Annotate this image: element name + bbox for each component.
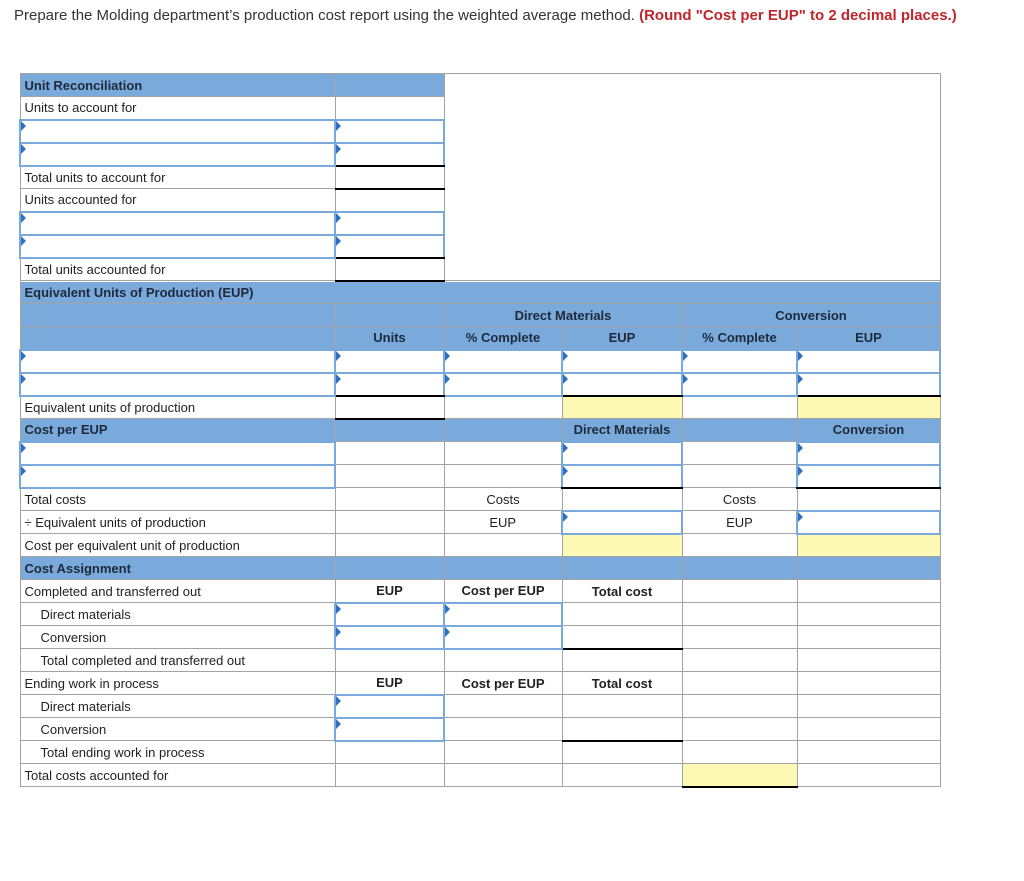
ending-cost-per-eup-col-label: Cost per EUP: [444, 672, 562, 695]
blank-cell: [797, 649, 940, 672]
dm-pct-complete-header: % Complete: [444, 327, 562, 350]
header-cell: [335, 304, 444, 327]
dm-cost-per-eup[interactable]: [562, 534, 682, 557]
eup-dm-pct-input-2[interactable]: [444, 373, 562, 396]
blank-cell: [335, 534, 444, 557]
ending-conv-label: Conversion: [20, 718, 335, 741]
dm-cost-input-1[interactable]: [562, 442, 682, 465]
conv-eup-header: EUP: [797, 327, 940, 350]
eup-conv-eup-input-1[interactable]: [797, 350, 940, 373]
eup-units-input-2[interactable]: [335, 373, 444, 396]
header-cell: [444, 419, 562, 442]
completed-dm-eup-input[interactable]: [335, 603, 444, 626]
blank-cell: [797, 695, 940, 718]
ending-total-cost-col-label: Total cost: [562, 672, 682, 695]
blank-cell: [797, 580, 940, 603]
conv-pct-complete-header: % Complete: [682, 327, 797, 350]
blank-cell: [682, 626, 797, 649]
units-to-account-label-input-1[interactable]: [20, 120, 335, 143]
units-accounted-for-label: Units accounted for: [20, 189, 335, 212]
conv-eup-divisor-input[interactable]: [797, 511, 940, 534]
eup-units-input-1[interactable]: [335, 350, 444, 373]
ending-conv-cost-per-eup[interactable]: [444, 718, 562, 741]
total-costs-accounted-label: Total costs accounted for: [20, 764, 335, 787]
header-cell: [20, 327, 335, 350]
blank-cell: [682, 465, 797, 488]
ending-conv-eup-input[interactable]: [335, 718, 444, 741]
eup-units-total[interactable]: [335, 396, 444, 419]
blank-cell: [335, 442, 444, 465]
total-costs-label: Total costs: [20, 488, 335, 511]
production-cost-report: [19, 73, 941, 788]
total-units-accounted-value[interactable]: [335, 258, 444, 281]
conv-total-costs[interactable]: [797, 488, 940, 511]
ending-eup-col-label: EUP: [335, 672, 444, 695]
blank-cell: [444, 442, 562, 465]
blank-cell: [682, 396, 797, 419]
header-cell: [20, 304, 335, 327]
blank-cell: [682, 741, 797, 764]
cost-per-eup-header: Cost per EUP: [20, 419, 335, 442]
eup-conv-pct-input-1[interactable]: [682, 350, 797, 373]
conv-cost-input-2[interactable]: [797, 465, 940, 488]
eup-dm-eup-input-2[interactable]: [562, 373, 682, 396]
completed-conv-cost-per-eup-input[interactable]: [444, 626, 562, 649]
conv-eup-total[interactable]: [797, 396, 940, 419]
units-accounted-label-input-1[interactable]: [20, 212, 335, 235]
units-accounted-label-input-2[interactable]: [20, 235, 335, 258]
unit-reconciliation-header: Unit Reconciliation: [20, 74, 335, 97]
completed-total-cost-col-label: Total cost: [562, 580, 682, 603]
blank-cell: [444, 741, 562, 764]
ending-wip-label: Ending work in process: [20, 672, 335, 695]
header-cell: [682, 419, 797, 442]
conv-cost-input-1[interactable]: [797, 442, 940, 465]
blank-cell: [682, 442, 797, 465]
blank-cell: [335, 764, 444, 787]
blank-cell: [444, 465, 562, 488]
eup-dm-eup-input-1[interactable]: [562, 350, 682, 373]
cost-assignment-header: Cost Assignment: [20, 557, 335, 580]
blank-cell: [444, 649, 562, 672]
blank-cell: [797, 626, 940, 649]
conv-cost-per-eup[interactable]: [797, 534, 940, 557]
eup-dm-pct-input-1[interactable]: [444, 350, 562, 373]
blank-cell: [797, 718, 940, 741]
header-cell: [444, 557, 562, 580]
cost-row-label-input-1[interactable]: [20, 442, 335, 465]
ending-dm-total-cost[interactable]: [562, 695, 682, 718]
total-ending-wip-label: Total ending work in process: [20, 741, 335, 764]
blank-cell: [682, 603, 797, 626]
units-to-account-for-label: Units to account for: [20, 97, 335, 120]
instruction-text: Prepare the Molding department’s production cost report using the weighted average method.: [14, 7, 635, 24]
ending-conv-total-cost[interactable]: [562, 718, 682, 741]
units-accounted-value-input-2[interactable]: [335, 235, 444, 258]
blank-cell: [335, 189, 444, 212]
total-costs-accounted-value[interactable]: [682, 764, 797, 787]
blank-cell: [562, 764, 682, 787]
cpe-conversion-header: Conversion: [797, 419, 940, 442]
completed-cost-per-eup-col-label: Cost per EUP: [444, 580, 562, 603]
blank-cell: [797, 672, 940, 695]
completed-dm-total-cost[interactable]: [562, 603, 682, 626]
header-cell: [335, 74, 444, 97]
equivalent-units-label: Equivalent units of production: [20, 396, 335, 419]
total-units-accounted-label: Total units accounted for: [20, 258, 335, 281]
header-cell: [797, 557, 940, 580]
eup-conversion-header: Conversion: [682, 304, 940, 327]
conv-costs-label: Costs: [682, 488, 797, 511]
total-units-to-account-value[interactable]: [335, 166, 444, 189]
ending-dm-cost-per-eup[interactable]: [444, 695, 562, 718]
eup-conv-pct-input-2[interactable]: [682, 373, 797, 396]
cost-per-equivalent-unit-label: Cost per equivalent unit of production: [20, 534, 335, 557]
units-to-account-value-input-2[interactable]: [335, 143, 444, 166]
blank-cell: [682, 695, 797, 718]
conv-eup-label: EUP: [682, 511, 797, 534]
eup-direct-materials-header: Direct Materials: [444, 304, 682, 327]
cpe-direct-materials-header: Direct Materials: [562, 419, 682, 442]
blank-cell: [797, 741, 940, 764]
divide-eup-label: ÷ Equivalent units of production: [20, 511, 335, 534]
eup-row-label-input-1[interactable]: [20, 350, 335, 373]
dm-eup-header: EUP: [562, 327, 682, 350]
header-cell: [335, 419, 444, 442]
dm-costs-label: Costs: [444, 488, 562, 511]
instruction-emphasis: (Round "Cost per EUP" to 2 decimal places.): [639, 7, 957, 24]
header-cell: [562, 557, 682, 580]
header-cell: [335, 557, 444, 580]
total-completed-value[interactable]: [562, 649, 682, 672]
eup-header: Equivalent Units of Production (EUP): [20, 281, 940, 304]
completed-eup-col-label: EUP: [335, 580, 444, 603]
blank-area: [444, 74, 940, 281]
ending-dm-label: Direct materials: [20, 695, 335, 718]
ending-dm-eup-input[interactable]: [335, 695, 444, 718]
blank-cell: [797, 764, 940, 787]
blank-cell: [444, 534, 562, 557]
completed-conv-eup-input[interactable]: [335, 626, 444, 649]
instructions: [14, 6, 1004, 25]
completed-conv-label: Conversion: [20, 626, 335, 649]
blank-cell: [797, 603, 940, 626]
dm-eup-label: EUP: [444, 511, 562, 534]
blank-cell: [444, 396, 562, 419]
dm-eup-divisor-input[interactable]: [562, 511, 682, 534]
units-column-header: Units: [335, 327, 444, 350]
blank-cell: [335, 649, 444, 672]
total-ending-wip-value[interactable]: [562, 741, 682, 764]
blank-cell: [335, 465, 444, 488]
cost-row-label-input-2[interactable]: [20, 465, 335, 488]
blank-cell: [444, 764, 562, 787]
blank-cell: [682, 580, 797, 603]
header-cell: [682, 557, 797, 580]
units-accounted-value-input-1[interactable]: [335, 212, 444, 235]
completed-dm-cost-per-eup-input[interactable]: [444, 603, 562, 626]
blank-cell: [335, 97, 444, 120]
completed-dm-label: Direct materials: [20, 603, 335, 626]
dm-total-costs[interactable]: [562, 488, 682, 511]
dm-cost-input-2[interactable]: [562, 465, 682, 488]
blank-cell: [682, 672, 797, 695]
dm-eup-total[interactable]: [562, 396, 682, 419]
completed-transferred-label: Completed and transferred out: [20, 580, 335, 603]
total-units-to-account-label: Total units to account for: [20, 166, 335, 189]
blank-cell: [682, 649, 797, 672]
total-completed-label: Total completed and transferred out: [20, 649, 335, 672]
blank-cell: [335, 511, 444, 534]
eup-conv-eup-input-2[interactable]: [797, 373, 940, 396]
units-to-account-label-input-2[interactable]: [20, 143, 335, 166]
blank-cell: [682, 534, 797, 557]
blank-cell: [682, 718, 797, 741]
blank-cell: [335, 741, 444, 764]
eup-row-label-input-2[interactable]: [20, 373, 335, 396]
units-to-account-value-input-1[interactable]: [335, 120, 444, 143]
completed-conv-total-cost[interactable]: [562, 626, 682, 649]
blank-cell: [335, 488, 444, 511]
